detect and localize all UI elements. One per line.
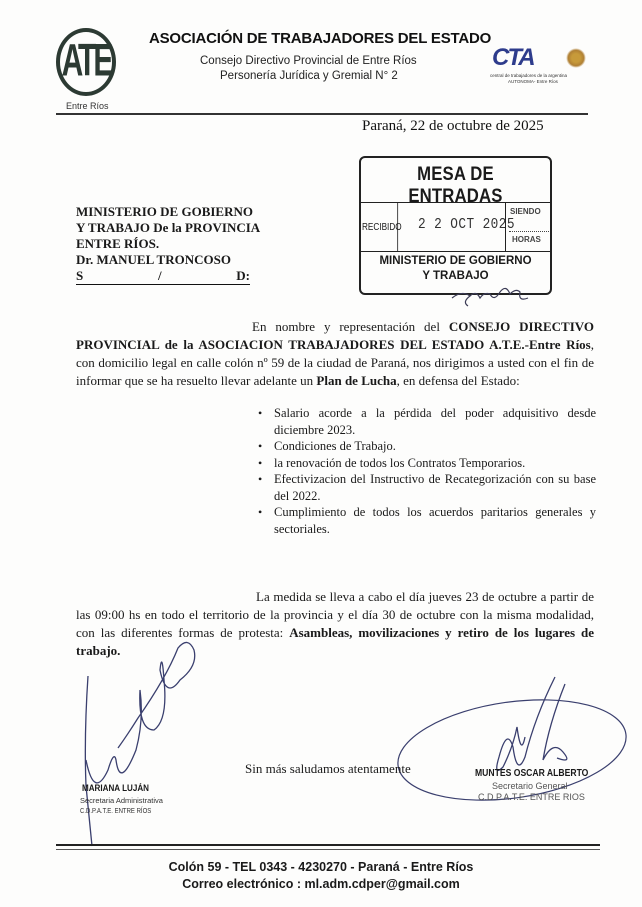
footer-email: Correo electrónico : ml.adm.cdper@gmail.com (182, 877, 460, 891)
organization-registration: Personería Jurídica y Gremial N° 2 (220, 70, 398, 82)
paragraph-text: , en defensa del Estado: (396, 373, 520, 388)
footer-divider (56, 844, 600, 846)
addressee-line: MINISTERIO DE GOBIERNO (76, 204, 253, 219)
intro-paragraph (76, 318, 594, 390)
signature-mariana (85, 642, 194, 846)
stamp-title: MESA DE ENTRADAS (408, 164, 503, 207)
demand-item: • Efectivizacion del Instructivo de Recategorización con su base del 2022. (256, 471, 596, 504)
closing-line: Sin más saludamos atentamente (245, 761, 411, 776)
signatory-role: Secretaria Administrativa (80, 796, 163, 805)
su-despacho (76, 268, 250, 285)
demand-item: • la renovación de todos los Contratos Temporarios. (256, 455, 596, 472)
addressee-line: Y TRABAJO De la PROVINCIA (76, 220, 261, 235)
signatory-org: C.D.P.A.T.E. ENTRE RIOS (478, 792, 585, 802)
stamp-received-date: 2 2 OCT 2025 (418, 216, 515, 233)
signatory-role: Secretario General (492, 781, 568, 791)
measure-paragraph (76, 588, 594, 660)
cta-caption-region: AUTONOMA- Entre Ríos (508, 79, 558, 84)
signatory-name: MARIANA LUJÁN (82, 783, 149, 794)
cta-logo (492, 46, 578, 70)
header-divider (56, 113, 588, 115)
stamp-received-label: RECIBIDO (362, 203, 398, 251)
organization-subtitle: Consejo Directivo Provincial de Entre Ríos (200, 55, 417, 67)
stamp-office-line: Y TRABAJO (422, 270, 489, 282)
addressee-block (76, 204, 260, 268)
reception-stamp (359, 156, 552, 295)
ate-logo-text: ATE (61, 36, 111, 86)
footer-address: Colón 59 - TEL 0343 - 4230270 - Paraná - Entre Ríos (168, 860, 474, 874)
paragraph-text: , con domicilio legal en calle colón nº 59 de la ciudad de Paraná, nos dirigimos a usted con el fin de informar que se ha resuelto llevar adelante un (76, 337, 594, 388)
cta-logo-text: CTA (492, 44, 534, 71)
sd-slash: / (157, 268, 162, 283)
signature-muntes (497, 677, 567, 770)
demands-list (256, 405, 596, 537)
paragraph-bold-text: Asambleas, movilizaciones y retiro de los lugares de trabajo. (76, 625, 594, 658)
signatory-org: C.D.P.A.T.E. ENTRE RÍOS (80, 806, 152, 815)
sd-d: D: (236, 268, 250, 283)
signatory-name: MUNTES OSCAR ALBERTO (475, 767, 589, 779)
demand-item: • Cumplimiento de todos los acuerdos paritarios generales y sectoriales. (256, 504, 596, 537)
stamp-office (361, 254, 550, 284)
paragraph-text: En nombre y representación del (252, 319, 449, 334)
demand-item: • Salario acorde a la pérdida del poder adquisitivo desde diciembre 2023. (256, 405, 596, 438)
footer-divider-thin (56, 849, 600, 850)
cta-caption: central de trabajadores de la argentina (490, 73, 568, 78)
stamp-time-line (509, 231, 549, 232)
sd-s: S (76, 268, 84, 283)
paragraph-bold-text: Plan de Lucha (316, 373, 397, 388)
stamp-horas-label: HORAS (512, 235, 541, 244)
organization-title: ASOCIACIÓN DE TRABAJADORES DEL ESTADO (149, 30, 492, 47)
paragraph-text: La medida se lleva a cabo el día jueves 23 de octubre a partir de las 09:00 hs en todo el territorio de la provincia y el día 30 de octubre con la misma modalidad, con las diferentes formas de protesta: (76, 589, 594, 640)
stamp-time-box (505, 203, 553, 251)
ate-logo (56, 28, 116, 96)
addressee-line: Dr. MANUEL TRONCOSO (76, 252, 231, 267)
sun-icon (566, 48, 586, 68)
addressee-line: ENTRE RÍOS. (76, 236, 160, 251)
stamp-siendo-label: SIENDO (510, 207, 541, 216)
letter-date: Paraná, 22 de octubre de 2025 (362, 118, 544, 134)
demand-item: • Condiciones de Trabajo. (256, 438, 596, 455)
stamp-received-row (361, 202, 550, 252)
ate-logo-caption: Entre Ríos (66, 101, 109, 111)
stamp-office-line: MINISTERIO DE GOBIERNO (379, 255, 532, 267)
paragraph-bold-text: CONSEJO DIRECTIVO PROVINCIAL de la ASOCIACION TRABAJADORES DEL ESTADO A.T.E.-Entre Ríos (76, 319, 595, 352)
